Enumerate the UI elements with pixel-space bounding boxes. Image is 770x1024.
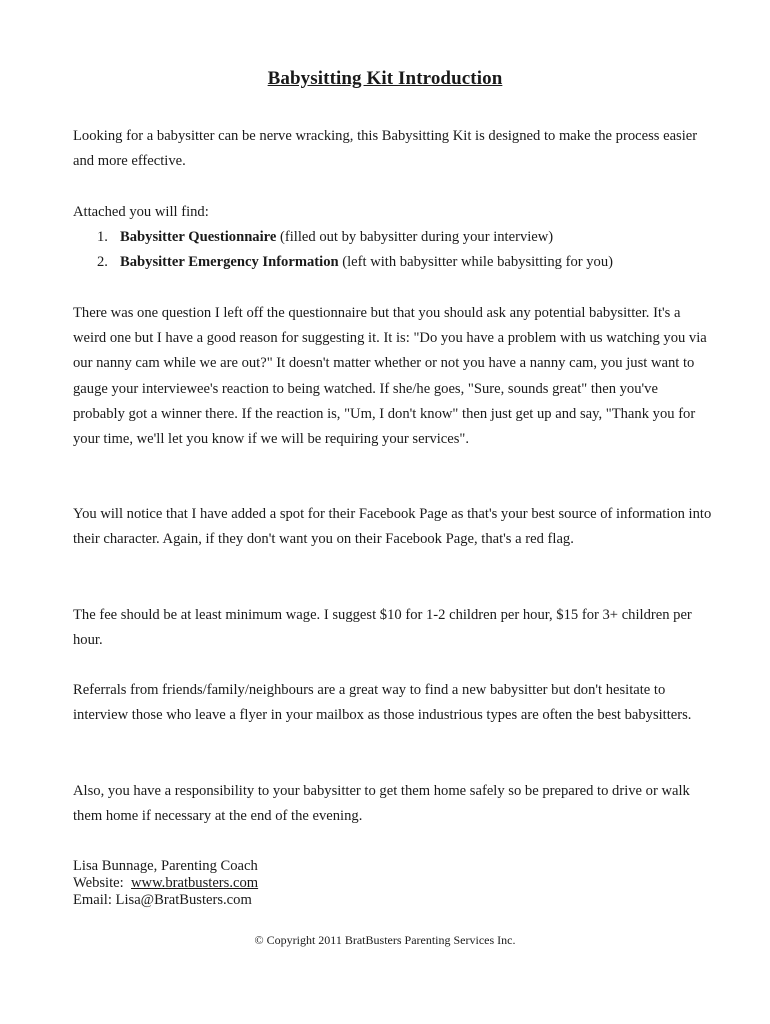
signature-email: Email: Lisa@BratBusters.com — [73, 891, 252, 908]
list-item-note: (left with babysitter while babysitting for you) — [338, 254, 613, 271]
page-title: Babysitting Kit Introduction — [267, 68, 503, 89]
copyright-notice: © Copyright 2011 BratBusters Parenting Services Inc. — [254, 933, 516, 947]
nanny-cam-paragraph: There was one question I left off the questionnaire but that you should ask any potential babysitter. It's a weird one but I have a good reason for suggesting it. It is: "Do you have a problem with us watching you via our nanny cam while we are out?" It doesn't matter whether or not you have a nanny cam, you just want to gauge your interviewee's reaction to being watched. If she/he goes, "Sure, sounds great" then you've probably got a winner there. If the reaction is, "Um, I don't know" then just get up and say, "Thank you for your time, we'll let you know if we will be requiring your services". — [73, 305, 707, 448]
signature-name: Lisa Bunnage, Parenting Coach — [73, 858, 258, 874]
list-item — [73, 250, 713, 275]
list-item-note: (filled out by babysitter during your interview) — [276, 229, 554, 245]
intro-paragraph: Looking for a babysitter can be nerve wracking, this Babysitting Kit is designed to make the process easier and more effective. — [73, 128, 698, 170]
fee-paragraph: The fee should be at least minimum wage. I suggest $10 for 1-2 children per hour, $15 for 3+ children per hour. — [73, 607, 692, 649]
list-item-name: Babysitter Questionnaire — [120, 229, 277, 245]
signature-website — [73, 875, 258, 892]
list-item-number: 2. — [97, 254, 108, 271]
facebook-paragraph: You will notice that I have added a spot for their Facebook Page as that's your best source of information into their character. Again, if they don't want you on their Facebook Page, that's a red flag. — [73, 506, 712, 548]
attachment-list — [73, 225, 713, 275]
responsibility-paragraph: Also, you have a responsibility to your babysitter to get them home safely so be prepared to drive or walk them home if necessary at the end of the evening. — [73, 783, 690, 825]
signature-block — [73, 858, 258, 908]
referrals-paragraph: Referrals from friends/family/neighbours are a great way to find a new babysitter but don't hesitate to interview those who leave a flyer in your mailbox as those industrious types are often the best babysitters. — [73, 682, 692, 724]
list-item — [73, 225, 713, 250]
attached-heading: Attached you will find: — [73, 204, 209, 220]
list-item-name: Babysitter Emergency Information — [120, 254, 339, 271]
website-link[interactable]: www.bratbusters.com — [131, 874, 259, 891]
website-label: Website: — [73, 874, 131, 891]
list-item-number: 1. — [97, 229, 108, 245]
